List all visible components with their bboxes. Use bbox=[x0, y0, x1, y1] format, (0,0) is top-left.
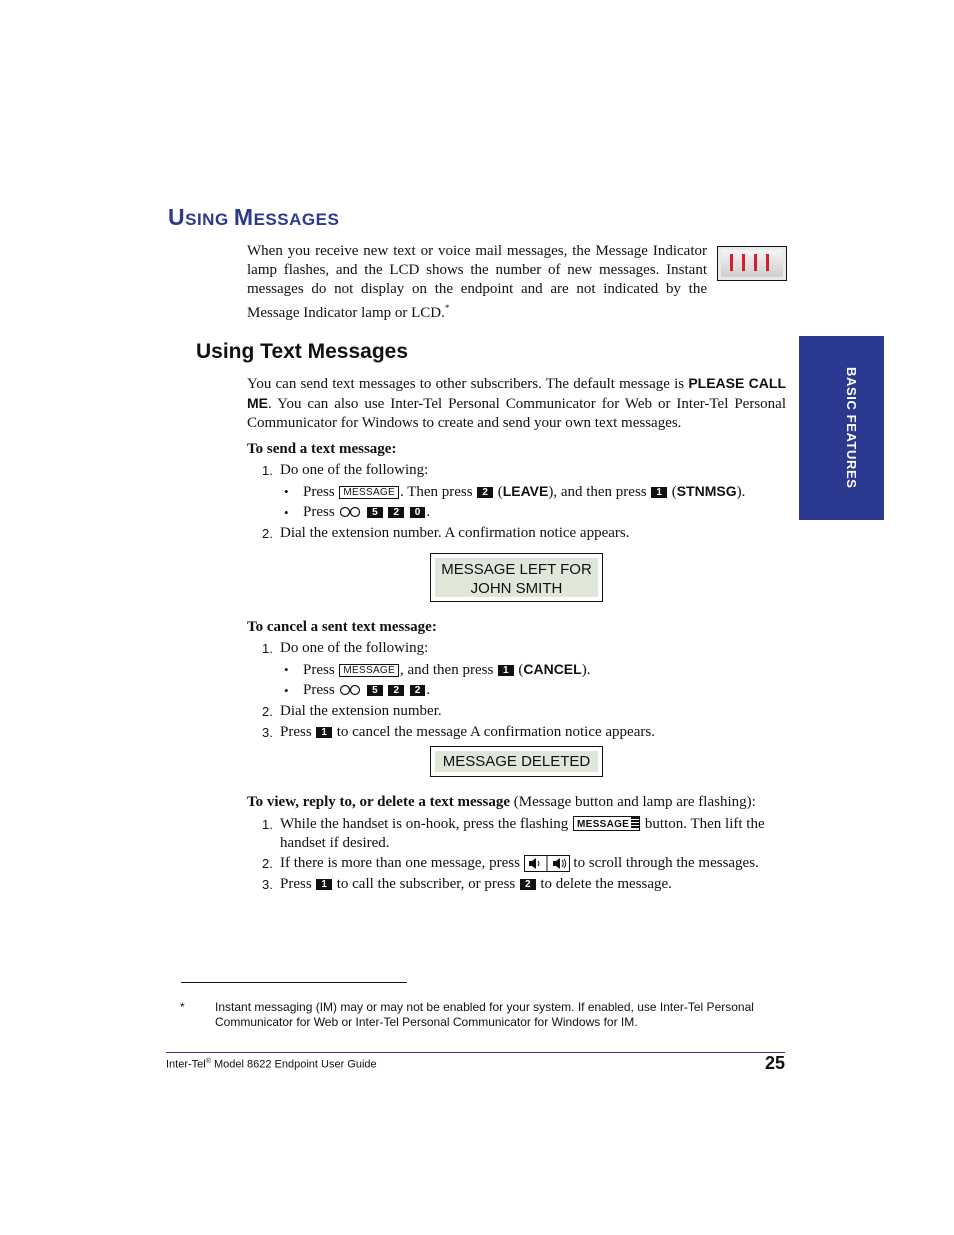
cancel-heading: To cancel a sent text message: bbox=[247, 619, 437, 635]
message-key-flashing[interactable] bbox=[573, 816, 640, 831]
side-tab-basic-features bbox=[799, 336, 884, 520]
leave-label: LEAVE bbox=[502, 483, 549, 499]
key-1[interactable]: 1 bbox=[316, 879, 332, 890]
intro-text: When you receive new text or voice mail messages, the Message Indicator lamp flashes, and the LCD shows the number of new messages. Instant messages do not display on the endpoint and are not indicated by the Message Indicator lamp or LCD. bbox=[247, 243, 707, 321]
message-lamp-icon bbox=[717, 246, 787, 281]
lcd-line: JOHN SMITH bbox=[470, 580, 563, 597]
special-key-icon[interactable] bbox=[338, 683, 362, 702]
message-key[interactable]: MESSAGE bbox=[339, 664, 399, 677]
text: ), and then press bbox=[548, 484, 647, 500]
footer-brand: Inter-Tel bbox=[166, 1058, 206, 1071]
step-number: 2. bbox=[262, 704, 273, 719]
footer-rule bbox=[166, 1052, 785, 1053]
send-heading: To send a text message: bbox=[247, 441, 397, 457]
intro-part: You can send text messages to other subscribers. The default message is bbox=[247, 376, 689, 392]
bullet: • bbox=[284, 505, 289, 520]
text: to call the subscriber, or press bbox=[336, 876, 516, 892]
footnote-mark: * bbox=[180, 1000, 185, 1014]
text: Press bbox=[303, 484, 335, 500]
key-5[interactable]: 5 bbox=[367, 507, 383, 518]
step-text bbox=[280, 815, 786, 853]
intro-part: . You can also use Inter-Tel Personal Communicator for Web or Inter-Tel Personal Communicator for Windows to create and send your own text messages. bbox=[247, 396, 786, 431]
footnote-mark: * bbox=[444, 303, 450, 313]
step-number: 3. bbox=[262, 725, 273, 740]
text: . Then press bbox=[399, 484, 473, 500]
view-heading-bold: To view, reply to, or delete a text message bbox=[247, 794, 511, 810]
subsection-title: Using Text Messages bbox=[196, 340, 409, 363]
lcd-screen bbox=[435, 558, 598, 597]
text: Press bbox=[280, 724, 312, 740]
volume-down-icon[interactable] bbox=[525, 856, 569, 871]
special-key-icon[interactable] bbox=[338, 505, 362, 524]
step-text bbox=[280, 875, 786, 894]
message-key-label: MESSAGE bbox=[577, 819, 630, 830]
lcd-line: MESSAGE LEFT FOR bbox=[441, 561, 592, 578]
page-number: 25 bbox=[764, 1053, 785, 1073]
step-number: 1. bbox=[262, 817, 273, 832]
stnmsg-label: STNMSG bbox=[676, 483, 737, 499]
step-number: 1. bbox=[262, 463, 273, 478]
text: to delete the message. bbox=[540, 876, 672, 892]
text: , and then press bbox=[399, 662, 494, 678]
default-message: PLEASE CALL ME bbox=[247, 375, 786, 411]
bullet: • bbox=[284, 662, 289, 677]
key-2[interactable]: 2 bbox=[388, 507, 404, 518]
bullet: • bbox=[284, 683, 289, 698]
view-heading-rest: (Message button and lamp are flashing): bbox=[510, 794, 756, 810]
cancel-label: CANCEL bbox=[523, 661, 582, 677]
message-key[interactable]: MESSAGE bbox=[339, 486, 399, 499]
bullet: • bbox=[284, 484, 289, 499]
step-number: 2. bbox=[262, 526, 273, 541]
section-title: USING MESSAGES bbox=[168, 204, 340, 230]
footer-title bbox=[166, 1058, 377, 1071]
text: Press bbox=[303, 662, 335, 678]
lcd-display-deleted bbox=[430, 746, 603, 777]
side-tab-line: FEATURES bbox=[844, 414, 859, 489]
step-text bbox=[280, 854, 786, 873]
lcd-line: MESSAGE DELETED bbox=[442, 753, 591, 770]
step-text: Dial the extension number. A confirmation notice appears. bbox=[280, 525, 630, 541]
cancel-option-2: Press 5 2 2 . bbox=[303, 681, 430, 702]
key-2[interactable]: 2 bbox=[520, 879, 536, 890]
step-text: Do one of the following: bbox=[280, 462, 429, 478]
text: Press bbox=[303, 682, 335, 698]
lamp-lines-icon bbox=[631, 817, 639, 828]
send-option-2: Press 5 2 0 . bbox=[303, 503, 430, 524]
view-heading bbox=[247, 793, 756, 812]
footnote-text: Instant messaging (IM) may or may not be enabled for your system. If enabled, use Inter-Tel Personal Communicator for Web or Inter-Tel Personal Communicator for Windows for IM. bbox=[215, 1000, 754, 1029]
send-option-1: Press MESSAGE . Then press 2 (LEAVE), and then press 1 (STNMSG). bbox=[303, 483, 746, 500]
key-2[interactable]: 2 bbox=[388, 685, 404, 696]
side-tab-label bbox=[809, 346, 859, 510]
key-1[interactable]: 1 bbox=[498, 665, 514, 676]
key-0[interactable]: 0 bbox=[410, 507, 426, 518]
step-number: 3. bbox=[262, 877, 273, 892]
key-2[interactable]: 2 bbox=[410, 685, 426, 696]
footnote-rule bbox=[181, 982, 407, 983]
text: to cancel the message A confirmation notice appears. bbox=[336, 724, 655, 740]
lcd-display-sent bbox=[430, 553, 603, 602]
key-2[interactable]: 2 bbox=[477, 487, 493, 498]
step-text bbox=[280, 723, 786, 742]
cancel-option-1: Press MESSAGE , and then press 1 (CANCEL). bbox=[303, 661, 591, 678]
step-text: Do one of the following: bbox=[280, 640, 429, 656]
text: While the handset is on-hook, press the flashing bbox=[280, 816, 569, 832]
step-number: 1. bbox=[262, 641, 273, 656]
lcd-screen bbox=[435, 751, 598, 772]
text: Press bbox=[303, 504, 335, 520]
key-1[interactable]: 1 bbox=[651, 487, 667, 498]
registered-mark: ® bbox=[205, 1058, 211, 1065]
text: to scroll through the messages. bbox=[573, 855, 759, 871]
key-5[interactable]: 5 bbox=[367, 685, 383, 696]
text-messages-intro bbox=[247, 374, 786, 433]
volume-keys[interactable] bbox=[524, 855, 570, 872]
text: Press bbox=[280, 876, 312, 892]
intro-paragraph bbox=[247, 242, 707, 323]
step-text: Dial the extension number. bbox=[280, 703, 442, 719]
key-1[interactable]: 1 bbox=[316, 727, 332, 738]
footer-text: Model 8622 Endpoint User Guide bbox=[210, 1058, 377, 1071]
step-number: 2. bbox=[262, 856, 273, 871]
text: button. Then lift the handset if desired. bbox=[280, 816, 765, 851]
text: If there is more than one message, press bbox=[280, 855, 520, 871]
side-tab-line: BASIC bbox=[844, 367, 859, 411]
